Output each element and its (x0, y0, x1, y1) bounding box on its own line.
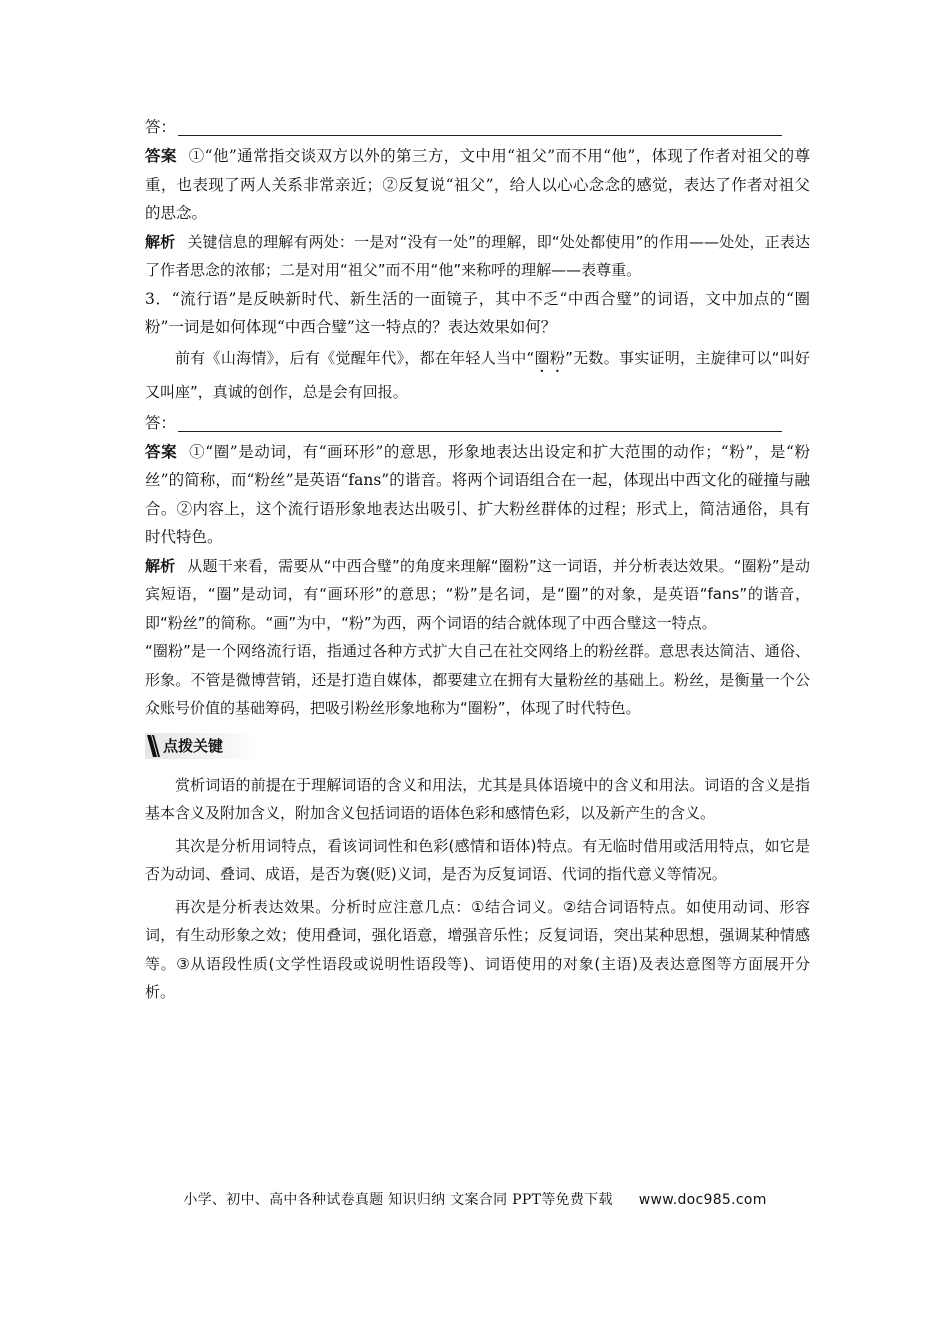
analysis-label: 解析 (145, 232, 176, 251)
page-footer (0, 1189, 950, 1209)
answer-prompt: 答： (145, 118, 177, 136)
answer-text: ①“他”通常指交谈双方以外的第三方，文中用“祖父”而不用“他”，体现了作者对祖父的尊重，也表现了两人关系非常亲近；②反复说“祖父”，给人以心心念念的感觉，表达了作者对祖父的思念。 (145, 147, 810, 222)
passage-text-before: 前有《山海情》，后有《觉醒年代》，都在年轻人当中“ (175, 348, 535, 367)
analysis-label: 解析 (145, 556, 176, 575)
key-points-title: 点拨关键 (163, 737, 224, 755)
answer-block-q2 (145, 142, 810, 228)
analysis-block-q3 (145, 552, 810, 638)
answer-label: 答案 (145, 147, 177, 165)
document-body (145, 112, 810, 1007)
passage-text-after: ”无数。事实证明，主旋律可以“叫好又叫座”，真诚的创作，总是会有回报。 (145, 348, 810, 401)
answer-block-q3 (145, 438, 810, 552)
answer-text: ①“圈”是动词，有“画环形”的意思，形象地表达出设定和扩大范围的动作；“粉”，是“粉丝”的简称，而“粉丝”是英语“fans”的谐音。将两个词语组合在一起，体现出中西文化的碰撞与融合。②内容上，这个流行语形象地表达出吸引、扩大粉丝群体的过程；形式上，简洁通俗，具有时代特色。 (145, 442, 810, 546)
answer-label: 答案 (145, 442, 178, 461)
answer-prompt: 答： (145, 413, 177, 432)
dotted-word: 圈粉 (534, 348, 566, 367)
quoted-passage (145, 342, 810, 408)
key-paragraph-2: 其次是分析用词特点，看该词词性和色彩(感情和语体)特点。有无临时借用或活用特点，如它是否为动词、叠词、成语，是否为褒(贬)义词，是否为反复词语、代词的指代意义等情况。 (145, 836, 810, 883)
answer-blank-1 (145, 112, 810, 142)
footer-text: 小学、初中、高中各种试卷真题 知识归纳 文案合同 PPT等免费下载 (183, 1192, 613, 1208)
analysis-text: 从题干来看，需要从“中西合璧”的角度来理解“圈粉”这一词语，并分析表达效果。“圈粉”是动宾短语，“圈”是动词，有“画环形”的意思；“粉”是名词，是“圈”的对象，是英语“fans”的谐音，即“粉丝”的简称。“画”为中，“粉”为西，两个词语的结合就体现了中西合璧这一特点。 (145, 556, 810, 632)
key-paragraph-1: 赏析词语的前提在于理解词语的含义和用法，尤其是具体语境中的含义和用法。词语的含义是指基本含义及附加含义，附加含义包括词语的语体色彩和感情色彩，以及新产生的含义。 (145, 775, 810, 822)
analysis-block-q2 (145, 228, 810, 285)
answer-line[interactable] (178, 117, 782, 136)
analysis-text: 关键信息的理解有两处：一是对“没有一处”的理解，即“处处都使用”的作用——处处，正表达了作者思念的浓郁；二是对用“祖父”而不用“他”来称呼的理解——表尊重。 (145, 232, 810, 279)
question-3: 3．“流行语”是反映新时代、新生活的一面镜子，其中不乏“中西合璧”的词语，文中加点的“圈粉”一词是如何体现“中西合璧”这一特点的？表达效果如何？ (145, 289, 810, 336)
answer-line[interactable] (178, 413, 782, 432)
slash-stripes-icon (147, 735, 161, 757)
key-paragraph-3: 再次是分析表达效果。分析时应注意几点：①结合词义。②结合词语特点。如使用动词、形容词，有生动形象之效；使用叠词，强化语意，增强音乐性；反复词语，突出某种思想，强调某种情感等。③从语段性质(文学性语段或说明性语段等)、词语使用的对象(主语)及表达意图等方面展开分析。 (145, 897, 810, 1001)
footer-site: www.doc985.com (638, 1192, 767, 1208)
answer-blank-2 (145, 408, 810, 438)
key-points-heading (145, 733, 257, 759)
analysis-extra: “圈粉”是一个网络流行语，指通过各种方式扩大自己在社交网络上的粉丝群。意思表达简洁、通俗、形象。不管是微博营销，还是打造自媒体，都要建立在拥有大量粉丝的基础上。粉丝，是衡量一个公众账号价值的基础筹码，把吸引粉丝形象地称为“圈粉”，体现了时代特色。 (145, 642, 810, 717)
